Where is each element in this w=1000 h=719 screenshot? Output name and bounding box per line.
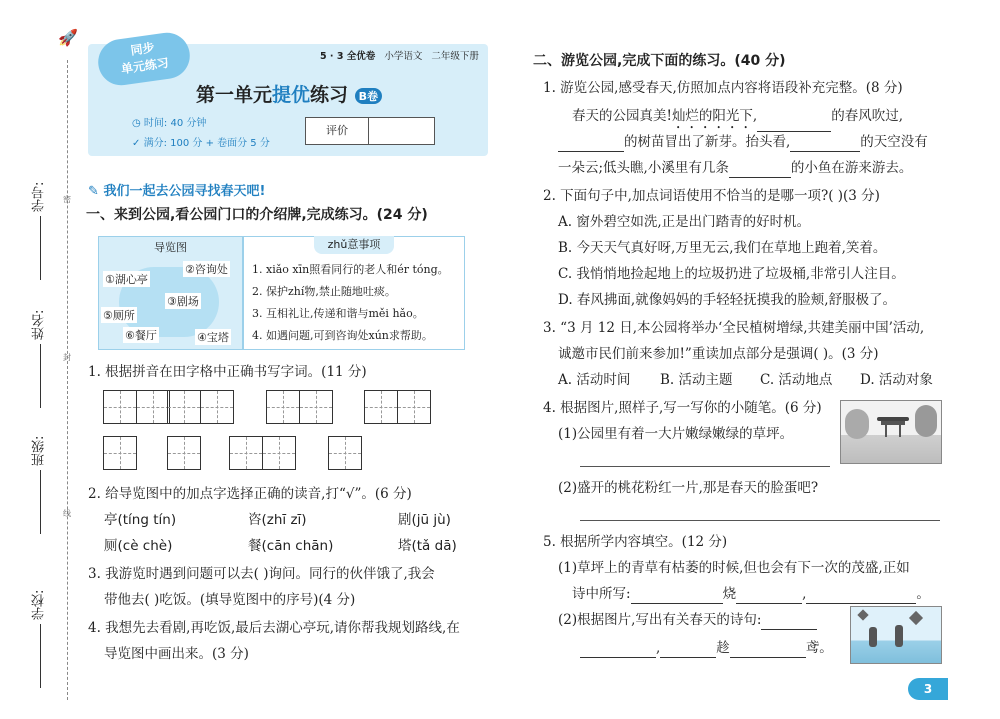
kite-image: [850, 606, 942, 664]
q2-option-3[interactable]: 剧(jū jù): [398, 512, 451, 528]
tianzige-box[interactable]: [299, 390, 333, 424]
binding-line: [67, 60, 68, 700]
map-title: 导览图: [154, 241, 187, 254]
intro-line: ✎ 我们一起去公园寻找春天吧!: [88, 184, 266, 199]
tianzige-box[interactable]: [229, 436, 263, 470]
blank[interactable]: [806, 587, 916, 604]
blank[interactable]: [660, 641, 716, 658]
s2-q2-option-d[interactable]: D. 春风拂面,就像妈妈的手轻轻抚摸我的脸颊,舒服极了。: [558, 292, 897, 308]
section2-title: 二、游览公园,完成下面的练习。(40 分): [533, 53, 786, 69]
eval-label: 评价: [306, 118, 369, 144]
s2-q5-1b: 诗中所写: 烧 , 。: [572, 586, 930, 602]
map-spot-5: ⑤厕所: [103, 309, 135, 322]
tianzige-box[interactable]: [167, 436, 201, 470]
version-tag: B卷: [355, 88, 382, 104]
class-field[interactable]: [30, 426, 50, 536]
seal-feng: 封: [63, 353, 71, 362]
s1-q4-line1: 4. 我想先去看剧,再吃饭,最后去湖心亭玩,请你帮我规划路线,在: [88, 620, 460, 636]
score-info: ✓ 满分: 100 分 + 卷面分 5 分: [132, 138, 270, 149]
s2-q1: 1. 游览公园,感受春天,仿照加点内容将语段补充完整。(8 分): [543, 80, 903, 96]
page-title: 第一单元提优练习 B卷: [196, 80, 382, 107]
s1-q3-line1: 3. 我游览时遇到问题可以去( )询问。同行的伙伴饿了,我会: [88, 566, 435, 582]
map-spot-3: ③剧场: [167, 295, 199, 308]
rocket-icon: 🚀: [58, 28, 78, 47]
blank[interactable]: [761, 613, 817, 630]
tianzige-box[interactable]: [328, 436, 362, 470]
section1-title: 一、来到公园,看公园门口的介绍牌,完成练习。(24 分): [86, 207, 428, 223]
notice-board: [243, 236, 465, 350]
clock-icon: ◷: [132, 118, 141, 129]
blank[interactable]: [580, 641, 656, 658]
notice-title: zhǔ意事项: [314, 236, 394, 254]
tianzige-box[interactable]: [103, 436, 137, 470]
page-number: 3: [908, 678, 948, 700]
blank[interactable]: [558, 135, 624, 152]
map-spot-4: ④宝塔: [197, 331, 229, 344]
seal-mi: 密: [63, 195, 71, 204]
map-spot-6: ⑥餐厅: [125, 329, 157, 342]
tianzige-box[interactable]: [200, 390, 234, 424]
school-label: 学校:: [32, 589, 47, 620]
notice-item-4: 4. 如遇问题,可到咨询处xún求帮助。: [252, 329, 433, 342]
s2-q2: 2. 下面句子中,加点词语使用不恰当的是哪一项?( )(3 分): [543, 188, 880, 204]
blank[interactable]: [736, 587, 802, 604]
q2-option-4[interactable]: 厕(cè chè): [104, 538, 173, 554]
answer-line[interactable]: [580, 466, 830, 467]
s2-q3-option-b[interactable]: B. 活动主题: [660, 372, 733, 388]
s2-q3-option-c[interactable]: C. 活动地点: [760, 372, 833, 388]
blank[interactable]: [790, 135, 860, 152]
answer-line[interactable]: [580, 520, 940, 521]
s2-q2-option-b[interactable]: B. 今天天气真好呀,万里无云,我们在草地上跑着,笑着。: [558, 240, 887, 256]
tianzige-box[interactable]: [262, 436, 296, 470]
s2-q4: 4. 根据图片,照样子,写一写你的小随笔。(6 分): [543, 400, 822, 416]
pavilion-image: [840, 400, 942, 464]
student-no-label: 学号:: [32, 181, 47, 212]
tianzige-box[interactable]: [397, 390, 431, 424]
grade-name: 二年级下册: [431, 51, 479, 62]
q2-option-1[interactable]: 亭(tíng tín): [104, 512, 177, 528]
notice-item-1: 1. xiǎo xīn照看同行的老人和ér tóng。: [252, 263, 449, 276]
q2-option-2[interactable]: 咨(zhī zī): [248, 512, 307, 528]
school-field[interactable]: [30, 580, 50, 690]
q2-option-6[interactable]: 塔(tǎ dā): [398, 538, 457, 554]
pencil-icon: ✎: [88, 184, 99, 199]
student-no-field[interactable]: [30, 172, 50, 282]
s2-q1-line3: 一朵云;低头瞧,小溪里有几条 的小鱼在游来游去。: [558, 160, 913, 176]
subject-name: 小学语文: [384, 51, 423, 62]
s2-q3-option-d[interactable]: D. 活动对象: [860, 372, 933, 388]
guide-map: [98, 236, 243, 350]
time-info: ◷ 时间: 40 分钟: [132, 118, 207, 129]
s2-q4-1: (1)公园里有着一大片嫩绿嫩绿的草坪。: [558, 426, 794, 442]
blank[interactable]: [757, 115, 831, 132]
map-spot-2: ②咨询处: [185, 263, 228, 276]
s2-q5-2b: , 趁 鸢。: [580, 638, 833, 658]
notice-item-2: 2. 保护zhí物,禁止随地吐痰。: [252, 285, 396, 298]
tianzige-box[interactable]: [266, 390, 300, 424]
s2-q1-line1: 春天的公园真美!灿烂的阳光下, 的春风吹过,: [572, 106, 903, 132]
tianzige-box[interactable]: [364, 390, 398, 424]
blank[interactable]: [631, 587, 723, 604]
check-icon: ✓: [132, 138, 141, 149]
s1-q2: 2. 给导览图中的加点字选择正确的读音,打“√”。(6 分): [88, 486, 412, 502]
s2-q1-line2: 的树苗冒出了新芽。抬头看, 的天空没有: [558, 132, 928, 152]
class-label: 班级:: [32, 435, 47, 466]
q2-option-5[interactable]: 餐(cān chān): [248, 538, 334, 554]
notice-item-3: 3. 互相礼让,传递和谐与měi hǎo。: [252, 307, 424, 320]
s2-q5: 5. 根据所学内容填空。(12 分): [543, 534, 728, 550]
tianzige-box[interactable]: [167, 390, 201, 424]
s2-q5-2a: (2)根据图片,写出有关春天的诗句:: [558, 610, 817, 630]
s2-q3-line2: 诚邀市民们前来参加!”重读加点部分是强调( )。(3 分): [558, 346, 879, 362]
s2-q2-option-a[interactable]: A. 窗外碧空如洗,正是出门踏青的好时机。: [558, 214, 811, 230]
s1-q3-line2: 带他去( )吃饭。(填导览图中的序号)(4 分): [104, 592, 356, 608]
name-field[interactable]: [30, 300, 50, 410]
name-label: 姓名:: [32, 309, 47, 340]
badge-line2: 单元练习: [120, 55, 170, 77]
seal-xian: 线: [63, 509, 71, 518]
tianzige-box[interactable]: [136, 390, 170, 424]
badge-line1: 同步: [129, 40, 156, 58]
s2-q4-2: (2)盛开的桃花粉红一片,那是春天的脸蛋吧?: [558, 480, 819, 496]
series-info: [320, 48, 479, 62]
s2-q2-option-c[interactable]: C. 我悄悄地捡起地上的垃圾扔进了垃圾桶,非常引人注目。: [558, 266, 905, 282]
eval-box[interactable]: [305, 117, 435, 145]
blank[interactable]: [729, 161, 791, 178]
blank[interactable]: [730, 641, 806, 658]
s2-q3-option-a[interactable]: A. 活动时间: [558, 372, 631, 388]
s2-q3-line1: 3. “3 月 12 日,本公园将举办‘全民植树增绿,共建美丽中国’活动,: [543, 320, 925, 336]
s2-q5-1a: (1)草坪上的青草有枯萎的时候,但也会有下一次的茂盛,正如: [558, 560, 910, 576]
series-name: 5 · 3 全优卷: [320, 51, 376, 62]
tianzige-box[interactable]: [103, 390, 137, 424]
s1-q4-line2: 导览图中画出来。(3 分): [104, 646, 249, 662]
map-spot-1: ①湖心亭: [105, 273, 148, 286]
s1-q1: 1. 根据拼音在田字格中正确书写字词。(11 分): [88, 364, 367, 380]
